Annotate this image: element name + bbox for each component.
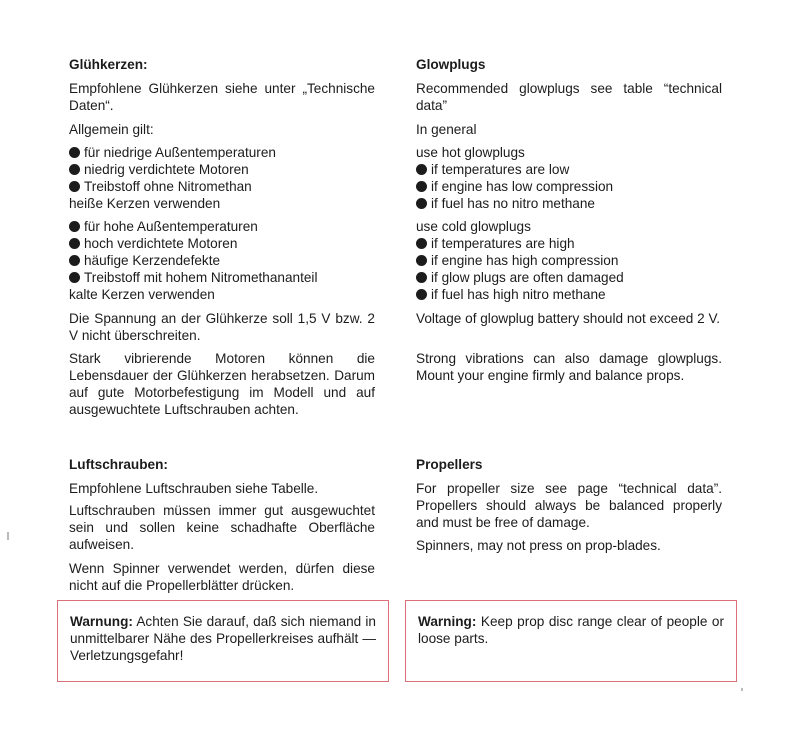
list-item: niedrig verdichtete Motoren <box>69 161 375 178</box>
hot-plug-list <box>69 144 375 195</box>
vibration-text-en: Strong vibrations can also damage glowplugs. Mount your engine firmly and balance props. <box>416 351 722 383</box>
empfohlene-text: Empfohlene Glühkerzen siehe unter „Technische Daten“. <box>69 81 375 113</box>
prop-paragraph-1: For propeller size see page “technical data”. Propellers should always be balanced properly and must be free of damage. <box>416 481 722 530</box>
bullet-icon <box>416 181 427 192</box>
list-item: if temperatures are low <box>416 161 722 178</box>
list-item: if engine has low compression <box>416 178 722 195</box>
list-item: if fuel has high nitro methane <box>416 286 722 303</box>
luft-paragraph-2: Luftschrauben müssen immer gut ausgewuchtet sein und sollen keine schadhafte Oberfläche aufweisen. <box>69 503 375 552</box>
bullet-icon <box>416 289 427 300</box>
vibration-text: Stark vibrierende Motoren können die Lebensdauer der Glühkerzen herabsetzen. Darum auf gute Motorbefestigung im Modell und auf ausgewuchtete Luftschrauben achten. <box>69 351 375 417</box>
use-hot-text: use hot glowplugs <box>416 145 525 160</box>
warning-box-german <box>57 600 389 682</box>
bullet-icon <box>69 181 80 192</box>
bullet-icon <box>416 272 427 283</box>
cold-conclusion: kalte Kerzen verwenden <box>69 287 215 302</box>
in-general-text: In general <box>416 122 477 137</box>
list-item: if temperatures are high <box>416 235 722 252</box>
bullet-icon <box>416 164 427 175</box>
warning-box-english <box>405 600 737 682</box>
list-item: häufige Kerzendefekte <box>69 252 375 269</box>
list-item: für hohe Außentemperaturen <box>69 218 375 235</box>
warning-text-english: Warning: Keep prop disc range clear of people or loose parts. <box>418 614 724 646</box>
bullet-icon <box>69 255 80 266</box>
list-item: if fuel has no nitro methane <box>416 195 722 212</box>
bullet-icon <box>416 238 427 249</box>
list-item: if engine has high compression <box>416 252 722 269</box>
luft-paragraph-1: Empfohlene Luftschrauben siehe Tabelle. <box>69 481 319 496</box>
use-cold-text: use cold glowplugs <box>416 219 531 234</box>
prop-paragraph-2: Spinners, may not press on prop-blades. <box>416 538 661 553</box>
bullet-icon <box>69 221 80 232</box>
luftschrauben-heading: Luftschrauben: <box>69 457 168 472</box>
recommended-text: Recommended glowplugs see table “technical data” <box>416 81 722 113</box>
list-item: Treibstoff ohne Nitromethan <box>69 178 375 195</box>
bullet-icon <box>69 147 80 158</box>
list-item: hoch verdichtete Motoren <box>69 235 375 252</box>
list-item: Treibstoff mit hohem Nitromethananteil <box>69 269 375 286</box>
hot-conclusion: heiße Kerzen verwenden <box>69 196 221 211</box>
propellers-heading: Propellers <box>416 457 483 472</box>
voltage-text: Voltage of glowplug battery should not exceed 2 V. <box>416 311 721 326</box>
list-item: if glow plugs are often damaged <box>416 269 722 286</box>
scan-mark <box>7 532 9 540</box>
cold-plug-list-en <box>416 235 722 303</box>
bullet-icon <box>416 255 427 266</box>
allgemein-text: Allgemein gilt: <box>69 122 154 137</box>
bullet-icon <box>69 164 80 175</box>
bullet-icon <box>416 198 427 209</box>
bullet-icon <box>69 272 80 283</box>
warning-text-german: Warnung: Achten Sie darauf, daß sich niemand in unmittelbarer Nähe des Propellerkreises aufhält — Verletzungsgefahr! <box>70 614 376 663</box>
list-item: für niedrige Außentemperaturen <box>69 144 375 161</box>
luft-paragraph-3: Wenn Spinner verwendet werden, dürfen diese nicht auf die Propellerblätter drücken. <box>69 561 375 593</box>
scan-mark <box>741 688 743 691</box>
spannung-text: Die Spannung an der Glühkerze soll 1,5 V bzw. 2 V nicht überschreiten. <box>69 311 375 343</box>
cold-plug-list <box>69 218 375 286</box>
glowplugs-heading: Glowplugs <box>416 57 486 72</box>
hot-plug-list-en <box>416 161 722 212</box>
bullet-icon <box>69 238 80 249</box>
gluehkerzen-heading: Glühkerzen: <box>69 57 148 72</box>
